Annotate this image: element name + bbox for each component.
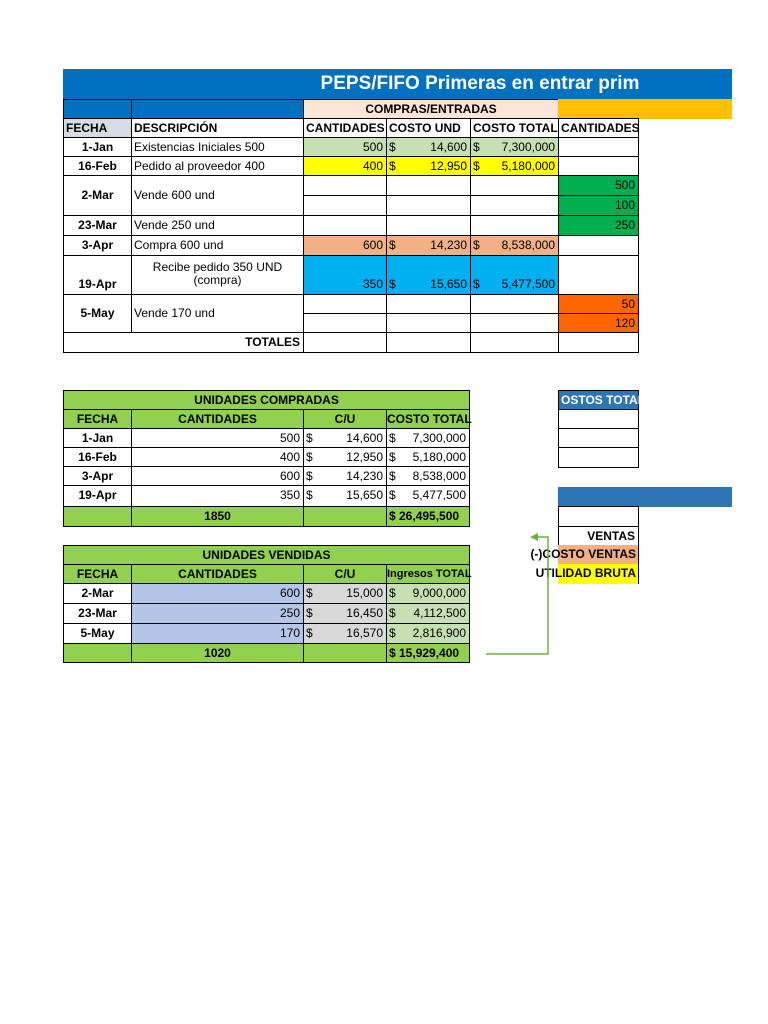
vendidos-title: UNIDADES VENDIDAS — [63, 545, 470, 565]
row-costo-total — [470, 255, 559, 295]
row-cant — [303, 215, 387, 236]
vendidos-row-cu — [303, 623, 387, 644]
value: 12,950 — [430, 159, 467, 173]
row-desc: Vende 170 und — [131, 294, 304, 333]
value: 16,570 — [346, 626, 383, 640]
vendidos-total-blank — [63, 643, 132, 663]
row-costo-total — [470, 235, 559, 256]
value: 8,538,000 — [501, 238, 555, 252]
value: 9,000,000 — [412, 586, 466, 600]
value: 5,180,000 — [501, 159, 555, 173]
row-fecha: 16-Feb — [63, 156, 132, 176]
row-costo-total — [470, 156, 559, 176]
vendidos-row-fecha: 2-Mar — [63, 583, 132, 604]
row-desc: Vende 600 und — [131, 175, 304, 216]
row-fecha: 5-May — [63, 294, 132, 333]
row-costo-und — [386, 313, 471, 333]
currency-sign: $ — [389, 586, 396, 600]
currency-sign: $ — [306, 469, 313, 483]
estado-utilidad-bruta: UTILIDAD BRUTA — [500, 564, 639, 584]
comprados-total-cant: 1850 — [131, 506, 304, 527]
costos-totales-cell — [558, 447, 639, 468]
vendidos-col-cu: C/U — [303, 564, 387, 584]
col-fecha: FECHA — [63, 118, 132, 138]
currency-sign: $ — [389, 626, 396, 640]
salidas-gold-band — [558, 99, 732, 119]
row-fecha: 23-Mar — [63, 215, 132, 236]
currency-sign: $ — [389, 277, 396, 291]
row-salidas — [558, 255, 639, 295]
comprados-row-fecha: 16-Feb — [63, 447, 132, 467]
comprados-total-cu-blank — [303, 506, 387, 527]
currency-sign: $ — [389, 238, 396, 252]
vendidos-row-fecha: 23-Mar — [63, 603, 132, 624]
value: 7,300,000 — [501, 140, 555, 154]
vendidos-total-ingresos: $ 15,929,400 — [386, 643, 470, 663]
row-desc: Existencias Iniciales 500 — [131, 137, 304, 157]
totales-costo-total — [470, 332, 559, 353]
compras-entradas-header: COMPRAS/ENTRADAS — [303, 99, 559, 119]
totales-salidas — [558, 332, 639, 353]
value: 2,816,900 — [412, 626, 466, 640]
row-costo-und — [386, 195, 471, 216]
row-salidas — [558, 156, 639, 176]
row-cant: 400 — [303, 156, 387, 176]
comprados-row-cant: 600 — [131, 466, 304, 486]
currency-sign: $ — [306, 450, 313, 464]
row-salidas: 50 — [558, 294, 639, 314]
row-costo-und — [386, 294, 471, 314]
col-costo-und: COSTO UND — [386, 118, 471, 138]
value: 12,950 — [346, 450, 383, 464]
currency-sign: $ — [389, 488, 396, 502]
currency-sign: $ — [306, 606, 313, 620]
value: 8,538,000 — [412, 469, 466, 483]
value: 14,230 — [346, 469, 383, 483]
currency-sign: $ — [389, 159, 396, 173]
value: 7,300,000 — [412, 431, 466, 445]
col-cantidades-salidas: CANTIDADES — [558, 118, 639, 138]
col-cantidades: CANTIDADES — [303, 118, 387, 138]
row-costo-total — [470, 195, 559, 216]
vendidos-row-cant: 170 — [131, 623, 304, 644]
row-fecha: 2-Mar — [63, 175, 132, 216]
connector-arrow-icon — [480, 525, 560, 660]
row-fecha: 3-Apr — [63, 235, 132, 256]
totales-costo-und — [386, 332, 471, 353]
value: 5,180,000 — [412, 450, 466, 464]
header-blue-cell-b — [131, 99, 304, 119]
currency-sign: $ — [389, 431, 396, 445]
row-costo-total — [470, 294, 559, 314]
row-cant — [303, 313, 387, 333]
comprados-row-ct — [386, 485, 470, 507]
vendidos-col-ingresos: Ingresos TOTAL — [386, 564, 470, 584]
row-salidas: 120 — [558, 313, 639, 333]
vendidos-row-ingresos — [386, 603, 470, 624]
row-costo-total — [470, 175, 559, 196]
estado-header-band — [558, 487, 732, 507]
row-costo-und — [386, 235, 471, 256]
comprados-row-cant: 500 — [131, 428, 304, 448]
value: 14,600 — [346, 431, 383, 445]
currency-sign: $ — [389, 469, 396, 483]
currency-sign: $ — [306, 488, 313, 502]
comprados-row-fecha: 3-Apr — [63, 466, 132, 486]
row-salidas — [558, 137, 639, 157]
row-salidas — [558, 235, 639, 256]
comprados-total-blank — [63, 506, 132, 527]
comprados-row-ct — [386, 466, 470, 486]
comprados-row-cu — [303, 485, 387, 507]
vendidos-col-cantidades: CANTIDADES — [131, 564, 304, 584]
vendidos-total-cant: 1020 — [131, 643, 304, 663]
vendidos-row-fecha: 5-May — [63, 623, 132, 644]
value: 14,600 — [430, 140, 467, 154]
row-salidas: 250 — [558, 215, 639, 236]
value: 4,112,500 — [413, 606, 466, 620]
row-costo-total — [470, 215, 559, 236]
estado-ventas: VENTAS — [558, 526, 639, 546]
col-costo-total: COSTO TOTAL — [470, 118, 559, 138]
row-cant: 500 — [303, 137, 387, 157]
comprados-row-cant: 350 — [131, 485, 304, 507]
header-blue-cell-a — [63, 99, 132, 119]
costos-totales-cell — [558, 409, 639, 429]
value: 15,650 — [430, 277, 467, 291]
row-costo-total — [470, 137, 559, 157]
row-cant — [303, 195, 387, 216]
row-cant: 600 — [303, 235, 387, 256]
vendidos-row-cu — [303, 583, 387, 604]
totales-label: TOTALES — [63, 332, 304, 353]
col-descripcion: DESCRIPCIÓN — [131, 118, 304, 138]
estado-costo-ventas: (-)COSTO VENTAS — [500, 545, 639, 565]
row-cant — [303, 294, 387, 314]
comprados-row-cant: 400 — [131, 447, 304, 467]
comprados-row-cu — [303, 447, 387, 467]
row-fecha: 19-Apr — [63, 255, 132, 295]
row-costo-und — [386, 215, 471, 236]
currency-sign: $ — [389, 140, 396, 154]
currency-sign: $ — [473, 140, 480, 154]
value: 15,000 — [346, 586, 383, 600]
comprados-col-fecha: FECHA — [63, 409, 132, 429]
vendidos-row-cant: 600 — [131, 583, 304, 604]
currency-sign: $ — [306, 586, 313, 600]
comprados-col-cantidades: CANTIDADES — [131, 409, 304, 429]
costos-totales-header: OSTOS TOTALE — [558, 390, 639, 410]
vendidos-row-cant: 250 — [131, 603, 304, 624]
row-fecha: 1-Jan — [63, 137, 132, 157]
row-salidas: 100 — [558, 195, 639, 216]
currency-sign: $ — [306, 431, 313, 445]
comprados-title: UNIDADES COMPRADAS — [63, 390, 470, 410]
comprados-row-ct — [386, 428, 470, 448]
comprados-row-cu — [303, 428, 387, 448]
vendidos-row-ingresos — [386, 583, 470, 604]
row-costo-und — [386, 156, 471, 176]
value: 15,650 — [346, 488, 383, 502]
costos-totales-cell — [558, 428, 639, 448]
value: 14,230 — [430, 238, 467, 252]
vendidos-total-cu-blank — [303, 643, 387, 663]
currency-sign: $ — [389, 450, 396, 464]
value: 5,477,500 — [412, 488, 466, 502]
currency-sign: $ — [473, 159, 480, 173]
currency-sign: $ — [473, 238, 480, 252]
row-desc: Vende 250 und — [131, 215, 304, 236]
currency-sign: $ — [389, 606, 396, 620]
row-costo-und — [386, 137, 471, 157]
comprados-col-cu: C/U — [303, 409, 387, 429]
comprados-row-cu — [303, 466, 387, 486]
comprados-row-ct — [386, 447, 470, 467]
sheet-title: PEPS/FIFO Primeras en entrar prim — [320, 73, 640, 94]
comprados-row-fecha: 1-Jan — [63, 428, 132, 448]
row-costo-und — [386, 255, 471, 295]
totales-cant — [303, 332, 387, 353]
row-desc: Compra 600 und — [131, 235, 304, 256]
value: 5,477,500 — [501, 277, 555, 291]
currency-sign: $ — [306, 626, 313, 640]
row-salidas: 500 — [558, 175, 639, 196]
row-desc: Pedido al proveedor 400 — [131, 156, 304, 176]
comprados-row-fecha: 19-Apr — [63, 485, 132, 507]
row-desc: Recibe pedido 350 UND (compra) — [131, 255, 304, 295]
vendidos-row-cu — [303, 603, 387, 624]
currency-sign: $ — [473, 277, 480, 291]
estado-cell — [558, 506, 639, 527]
comprados-col-costo-total: COSTO TOTAL — [386, 409, 470, 429]
value: 16,450 — [346, 606, 383, 620]
vendidos-row-ingresos — [386, 623, 470, 644]
row-costo-und — [386, 175, 471, 196]
vendidos-col-fecha: FECHA — [63, 564, 132, 584]
row-cant: 350 — [303, 255, 387, 295]
row-cant — [303, 175, 387, 196]
row-costo-total — [470, 313, 559, 333]
comprados-total-ct: $ 26,495,500 — [386, 506, 470, 527]
